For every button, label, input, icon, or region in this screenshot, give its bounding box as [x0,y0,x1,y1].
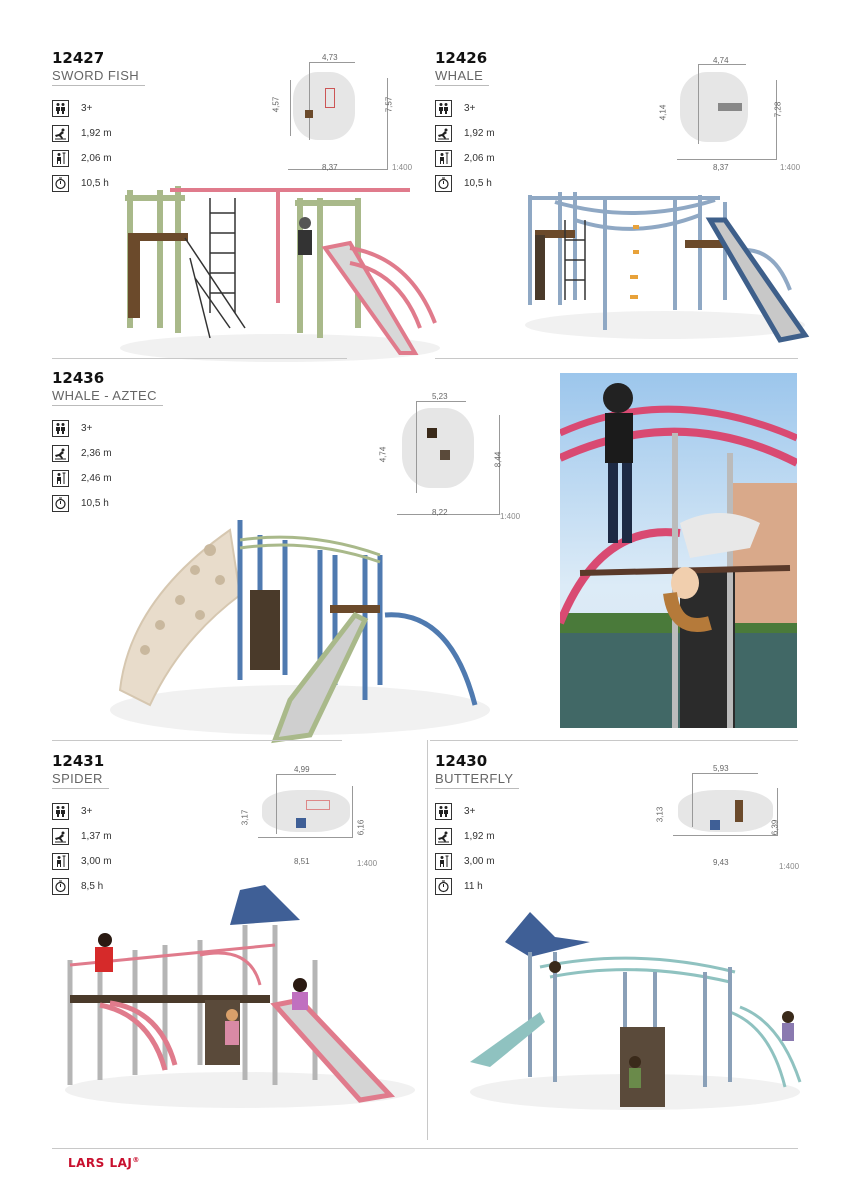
spec-fall-height: 2,36 m [52,441,163,466]
spec-install-time: 8,5 h [52,874,112,899]
height-icon [52,150,69,167]
spec-fall-height: 1,37 m [52,824,112,849]
children-icon [435,803,452,820]
spec-list [435,96,495,196]
children-icon [52,803,69,820]
product-code: 12430 [435,752,488,770]
timer-icon [435,175,452,192]
product-name: SWORD FISH [52,68,145,86]
timer-icon [52,495,69,512]
product-name: BUTTERFLY [435,771,519,789]
footer-divider [52,1148,798,1149]
product-name: WHALE [435,68,489,86]
section-divider [430,740,798,741]
spec-total-height: 2,46 m [52,466,163,491]
spec-age: 3+ [435,799,519,824]
height-icon [435,853,452,870]
product-code: 12426 [435,49,488,67]
spec-list [52,416,163,516]
spec-total-height: 3,00 m [52,849,112,874]
whale-aztec-illustration [100,510,500,745]
column-divider [427,740,428,1140]
falling-person-icon [52,445,69,462]
spec-age: 3+ [52,96,145,121]
product-code: 12436 [52,369,105,387]
spec-list [435,799,519,899]
sword-fish-illustration [110,178,450,368]
children-icon [52,100,69,117]
timer-icon [435,878,452,895]
height-icon [435,150,452,167]
product-12436 [52,370,163,516]
spec-install-time: 10,5 h [435,171,495,196]
spec-total-height: 3,00 m [435,849,519,874]
product-12431 [52,753,112,899]
section-divider [52,358,347,359]
product-12427 [52,50,145,196]
spec-age: 3+ [52,799,112,824]
spec-total-height: 2,06 m [435,146,495,171]
product-code: 12431 [52,752,105,770]
butterfly-illustration [460,912,810,1117]
spec-total-height: 2,06 m [52,146,145,171]
spec-fall-height: 1,92 m [52,121,145,146]
children-icon [52,420,69,437]
spec-install-time: 11 h [435,874,519,899]
kids-playing-photo [560,373,797,728]
height-icon [52,470,69,487]
falling-person-icon [52,125,69,142]
section-divider [435,358,798,359]
falling-person-icon [52,828,69,845]
product-name: SPIDER [52,771,109,789]
section-divider [52,740,342,741]
spec-age: 3+ [435,96,495,121]
spec-fall-height: 1,92 m [435,824,519,849]
falling-person-icon [435,125,452,142]
product-12426 [435,50,495,196]
falling-person-icon [435,828,452,845]
spec-install-time: 10,5 h [52,171,145,196]
children-icon [435,100,452,117]
height-icon [52,853,69,870]
spec-install-time: 10,5 h [52,491,163,516]
product-name: WHALE - AZTEC [52,388,163,406]
spec-age: 3+ [52,416,163,441]
product-12430 [435,753,519,899]
whale-illustration [515,180,815,350]
timer-icon [52,175,69,192]
product-code: 12427 [52,49,105,67]
brand-logo: LARS LAJ® [68,1156,140,1170]
spec-list [52,799,112,899]
spider-illustration [60,885,425,1115]
spec-fall-height: 1,92 m [435,121,495,146]
